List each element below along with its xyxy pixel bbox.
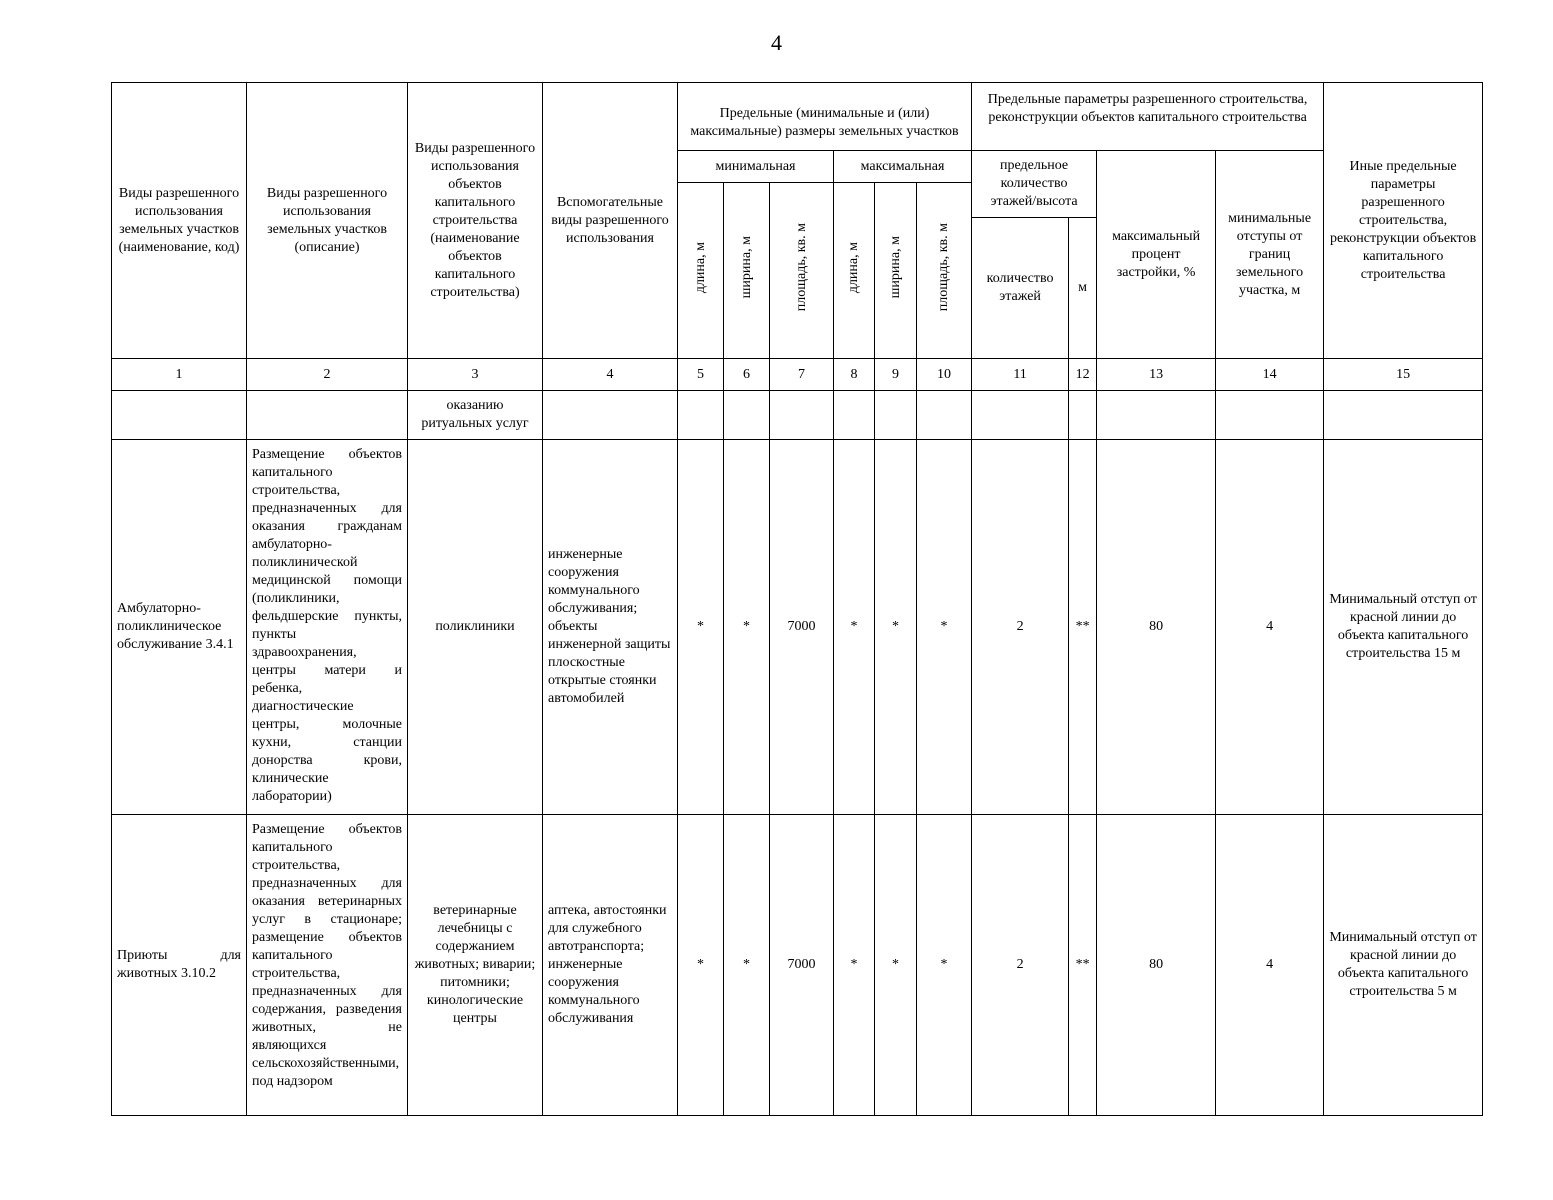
- min-width: [724, 391, 770, 440]
- max-length: *: [834, 440, 875, 815]
- min-area: 7000: [770, 815, 834, 1116]
- max-width: [875, 391, 917, 440]
- floor-count: [972, 391, 1069, 440]
- column-numbers-row: [112, 359, 1483, 391]
- land-use-description: [247, 391, 408, 440]
- land-use-description: Размещение объектов капитального строительства, предназначенных для оказания гражданам амбулаторно-поликлинической медицинской помощи (поликлиники, фельдшерские пункты, пункты здравоохранения, центры матери и ребенка, диагностические центры, молочные кухни, станции донорства крови, клинические лаборатории): [247, 440, 408, 815]
- min-width: *: [724, 815, 770, 1116]
- min-length: *: [678, 440, 724, 815]
- height-m: **: [1069, 815, 1097, 1116]
- column-number: 12: [1069, 359, 1097, 391]
- header-floor-count: количество этажей: [972, 218, 1069, 359]
- column-number: 2: [247, 359, 408, 391]
- min-length: *: [678, 815, 724, 1116]
- header-maximum: максимальная: [834, 151, 972, 183]
- column-number: 10: [917, 359, 972, 391]
- column-number: 1: [112, 359, 247, 391]
- max-build-percent: 80: [1097, 440, 1216, 815]
- height-m: **: [1069, 440, 1097, 815]
- header-min-width: ширина, м: [724, 183, 770, 359]
- min-width: *: [724, 440, 770, 815]
- max-length: [834, 391, 875, 440]
- capital-construction-use: ветеринарные лечебницы с содержанием животных; виварии; питомники; кинологические центры: [408, 815, 543, 1116]
- table-row: [112, 440, 1483, 815]
- table-row: [112, 391, 1483, 440]
- min-length: [678, 391, 724, 440]
- header-land-size-group: Предельные (минимальные и (или) максимальные) размеры земельных участков: [678, 83, 972, 151]
- header-height-m: м: [1069, 218, 1097, 359]
- column-number: 7: [770, 359, 834, 391]
- header-minimum: минимальная: [678, 151, 834, 183]
- other-params: Минимальный отступ от красной линии до объекта капитального строительства 5 м: [1324, 815, 1483, 1116]
- header-build-params-group: Предельные параметры разрешенного строительства, реконструкции объектов капитального строительства: [972, 83, 1324, 151]
- header-max-length: длина, м: [834, 183, 875, 359]
- column-number: 6: [724, 359, 770, 391]
- column-number: 8: [834, 359, 875, 391]
- header-min-setbacks: минимальные отступы от границ земельного участка, м: [1216, 151, 1324, 359]
- header-max-width: ширина, м: [875, 183, 917, 359]
- max-area: *: [917, 815, 972, 1116]
- header-land-use-name: Виды разрешенного использования земельных участков (наименование, код): [112, 83, 247, 359]
- column-number: 4: [543, 359, 678, 391]
- min-setbacks: [1216, 391, 1324, 440]
- max-build-percent: [1097, 391, 1216, 440]
- land-use-name: Приюты для животных 3.10.2: [112, 815, 247, 1116]
- column-number: 3: [408, 359, 543, 391]
- header-capital-construction-use: Виды разрешенного использования объектов капитального строительства (наименование объектов капитального строительства): [408, 83, 543, 359]
- header-min-length: длина, м: [678, 183, 724, 359]
- column-number: 13: [1097, 359, 1216, 391]
- min-setbacks: 4: [1216, 815, 1324, 1116]
- header-min-area: площадь, кв. м: [770, 183, 834, 359]
- column-number: 5: [678, 359, 724, 391]
- column-number: 14: [1216, 359, 1324, 391]
- max-width: *: [875, 440, 917, 815]
- auxiliary-use: аптека, автостоянки для служебного автотранспорта; инженерные сооружения коммунального обслуживания: [543, 815, 678, 1116]
- floor-count: 2: [972, 440, 1069, 815]
- column-number: 11: [972, 359, 1069, 391]
- height-m: [1069, 391, 1097, 440]
- land-use-name: Амбулаторно-поликлиническое обслуживание 3.4.1: [112, 440, 247, 815]
- max-area: *: [917, 440, 972, 815]
- table-row: [112, 815, 1483, 1116]
- auxiliary-use: инженерные сооружения коммунального обслуживания; объекты инженерной защиты плоскостные открытые стоянки автомобилей: [543, 440, 678, 815]
- max-length: *: [834, 815, 875, 1116]
- max-width: *: [875, 815, 917, 1116]
- max-area: [917, 391, 972, 440]
- header-land-use-description: Виды разрешенного использования земельных участков (описание): [247, 83, 408, 359]
- header-max-build-percent: максимальный процент застройки, %: [1097, 151, 1216, 359]
- max-build-percent: 80: [1097, 815, 1216, 1116]
- min-area: 7000: [770, 440, 834, 815]
- min-setbacks: 4: [1216, 440, 1324, 815]
- other-params: Минимальный отступ от красной линии до объекта капитального строительства 15 м: [1324, 440, 1483, 815]
- column-number: 9: [875, 359, 917, 391]
- header-other-params: Иные предельные параметры разрешенного строительства, реконструкции объектов капитального строительства: [1324, 83, 1483, 359]
- other-params: [1324, 391, 1483, 440]
- header-max-area: площадь, кв. м: [917, 183, 972, 359]
- capital-construction-use: поликлиники: [408, 440, 543, 815]
- header-auxiliary-use: Вспомогательные виды разрешенного использования: [543, 83, 678, 359]
- capital-construction-use: оказанию ритуальных услуг: [408, 391, 543, 440]
- min-area: [770, 391, 834, 440]
- land-use-description: Размещение объектов капитального строительства, предназначенных для оказания ветеринарных услуг в стационаре; размещение объектов капитального строительства, предназначенных для содержания, разведения животных, не являющихся сельскохозяйственными, под надзором: [247, 815, 408, 1116]
- auxiliary-use: [543, 391, 678, 440]
- zoning-parameters-table: [111, 82, 1483, 1116]
- header-floors-height-group: предельное количество этажей/высота: [972, 151, 1097, 218]
- floor-count: 2: [972, 815, 1069, 1116]
- column-number: 15: [1324, 359, 1483, 391]
- land-use-name: [112, 391, 247, 440]
- page-number: 4: [771, 30, 782, 55]
